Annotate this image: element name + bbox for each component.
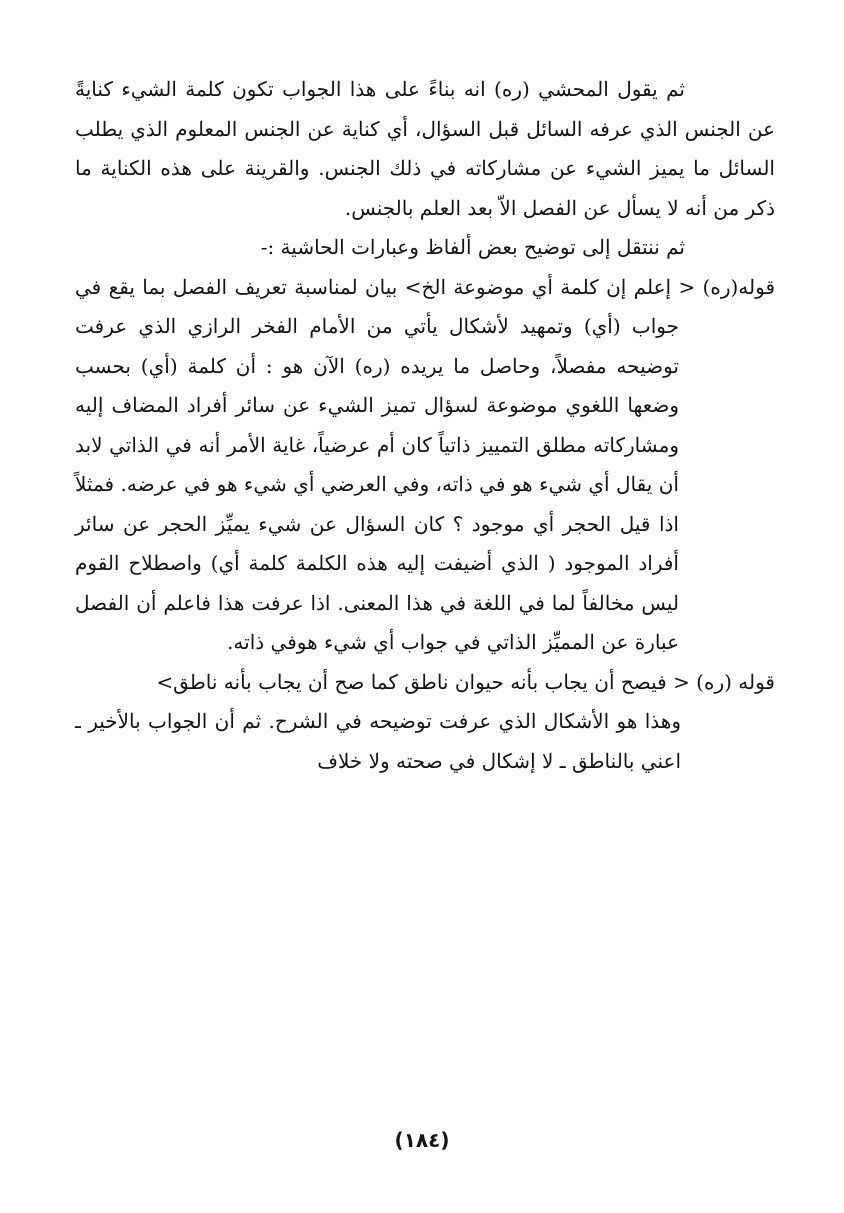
paragraph-quote-ay: قوله(ره) < إعلم إن كلمة أي موضوعة الخ> بيان لمناسبة تعريف الفصل بما يقع في جواب (أي) وتمهيد لأشكال يأتي من الأمام الفخر الرازي الذي عرفت توضيحه مفصلاً، وحاصل ما يريده (ره) الآن هو : أن كلمة (أي) بحسب وضعها اللغوي موضوعة لسؤال تميز الشيء عن سائر أفراد المضاف إليه ومشاركاته مطلق التمييز ذاتياً كان أم عرضياً، غاية الأمر أنه في الذاتي لابد أن يقال أي شيء هو في ذاته، وفي العرضي أي شيء هو في عرضه. فمثلاً اذا قيل الحجر أي موجود ؟ كان السؤال عن شيء يميِّز الحجر عن سائر أفراد الموجود ( الذي أضيفت إليه هذه الكلمة كلمة أي) واصطلاح القوم ليس مخالفاً لما في اللغة في هذا المعنى. اذا عرفت هذا فاعلم أن الفصل عبارة عن المميِّز الذاتي في جواب أي شيء هوفي ذاته. (75, 274, 775, 654)
paragraph-transition: ثم ننتقل إلى توضيح بعض ألفاظ وعبارات الحاشية :- (260, 235, 685, 259)
page-number: (١٨٤) (394, 1128, 450, 1152)
body-text (75, 70, 775, 781)
paragraph-muhashi-answer: ثم يقول المحشي (ره) انه بناءً على هذا الجواب تكون كلمة الشيء كنايةً عن الجنس الذي عرفه السائل قبل السؤال، أي كناية عن الجنس المعلوم الذي يطلب السائل ما يميز الشيء عن مشاركاته في ذلك الجنس. والقرينة على هذه الكناية ما ذكر من أنه لا يسأل عن الفصل الاّ بعد العلم بالجنس. (75, 77, 775, 220)
paragraph-quote-hayawan: قوله (ره) < فيصح أن يجاب بأنه حيوان ناطق كما صح أن يجاب بأنه ناطق> (156, 669, 775, 694)
paragraph-ishkal: وهذا هو الأشكال الذي عرفت توضيحه في الشرح. ثم أن الجواب بالأخير ـ اعني بالناطق ـ لا إشكال في صحته ولا خلاف (75, 709, 681, 773)
